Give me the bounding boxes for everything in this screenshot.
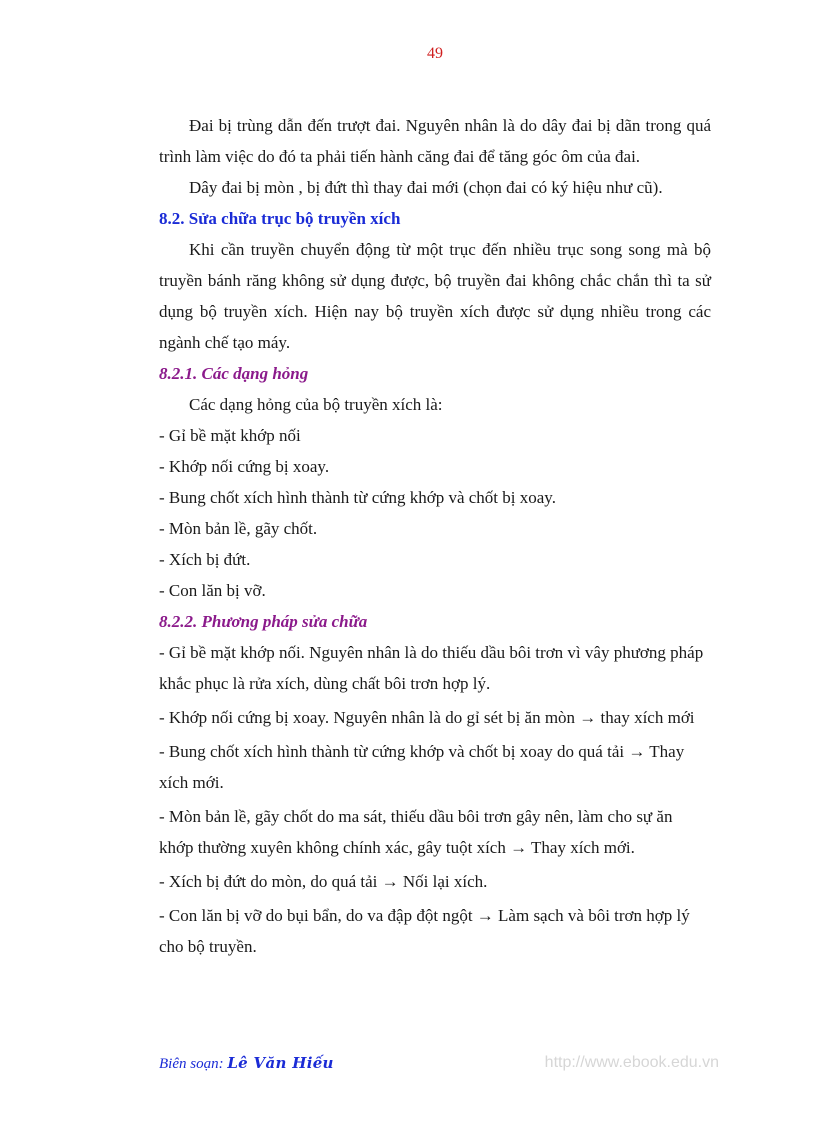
section-heading-8-2: 8.2. Sửa chữa trục bộ truyền xích: [159, 209, 401, 228]
page-number: 49: [427, 45, 443, 62]
footer-watermark-url: http://www.ebook.edu.vn: [544, 1054, 719, 1071]
repair-list: [159, 637, 711, 962]
list-item: - Bung chốt xích hình thành từ cứng khớp và chốt bị xoay.: [159, 488, 556, 507]
list-item: - Mòn bản lề, gãy chốt.: [159, 519, 318, 538]
paragraph-belt-slip: Đai bị trùng dẫn đến trượt đai. Nguyên nhân là do dây đai bị dãn trong quá trình làm việc do đó ta phải tiến hành căng đai để tăng góc ôm của đai.: [159, 116, 711, 166]
section-heading-8-2-1: 8.2.1. Các dạng hỏng: [159, 364, 309, 383]
list-item: - Gỉ bề mặt khớp nối: [159, 426, 301, 445]
paragraph-damage-intro: Các dạng hỏng của bộ truyền xích là:: [189, 395, 443, 414]
list-item: - Con lăn bị vỡ.: [159, 581, 266, 600]
list-item: - Mòn bản lề, gãy chốt do ma sát, thiếu dầu bôi trơn gây nên, làm cho sự ăn khớp thường xuyên không chính xác, gây tuột xích → Thay xích mới.: [159, 807, 673, 857]
list-item: - Gỉ bề mặt khớp nối. Nguyên nhân là do thiếu dầu bôi trơn vì vây phương pháp khắc phục là rửa xích, dùng chất bôi trơn hợp lý.: [159, 643, 704, 693]
footer-credit: [159, 1054, 334, 1073]
footer-label: Biên soạn:: [159, 1056, 224, 1072]
paragraph-chain-intro: Khi cần truyền chuyển động từ một trục đến nhiều trục song song mà bộ truyền bánh răng không sử dụng được, bộ truyền đai không chắc chắn thì ta sử dụng bộ truyền xích. Hiện nay bộ truyền xích được sử dụng nhiều trong các ngành chế tạo máy.: [159, 240, 711, 352]
list-item: - Con lăn bị vỡ do bụi bẩn, do va đập đột ngột → Làm sạch và bôi trơn hợp lý cho bộ truyền.: [159, 906, 690, 956]
damage-list: [159, 420, 711, 606]
paragraph-belt-worn: Dây đai bị mòn , bị đứt thì thay đai mới (chọn đai có ký hiệu như cũ).: [189, 178, 663, 197]
footer-author: Lê Văn Hiếu: [227, 1054, 334, 1072]
list-item: - Khớp nối cứng bị xoay.: [159, 457, 330, 476]
list-item: - Khớp nối cứng bị xoay. Nguyên nhân là do gỉ sét bị ăn mòn → thay xích mới: [159, 708, 695, 727]
page-body: [159, 110, 711, 962]
list-item: - Xích bị đứt do mòn, do quá tải → Nối lại xích.: [159, 872, 488, 891]
list-item: - Xích bị đứt.: [159, 550, 251, 569]
section-heading-8-2-2: 8.2.2. Phương pháp sửa chữa: [159, 612, 368, 631]
list-item: - Bung chốt xích hình thành từ cứng khớp và chốt bị xoay do quá tải → Thay xích mới.: [159, 742, 685, 792]
